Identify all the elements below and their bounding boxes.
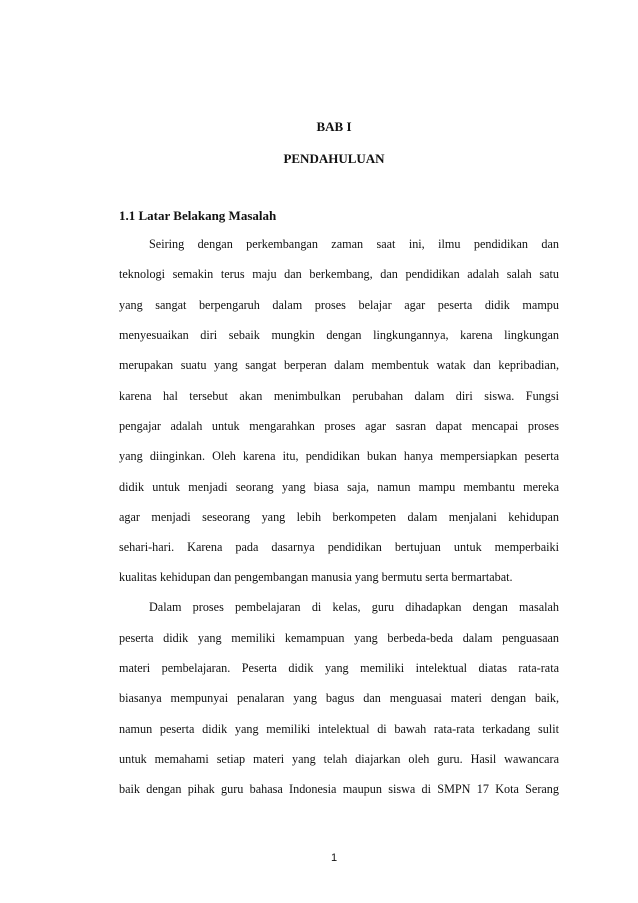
paragraph-line: didik untuk menjadi seorang yang biasa saja, namun mampu membantu mereka	[119, 480, 559, 494]
paragraph-line: materi pembelajaran. Peserta didik yang memiliki intelektual diatas rata-rata	[119, 661, 559, 675]
paragraph-line: pengajar adalah untuk mengarahkan proses agar sasran dapat mencapai proses	[119, 419, 559, 433]
chapter-number: BAB I	[316, 119, 352, 134]
paragraph-line: biasanya mempunyai penalaran yang bagus dan menguasai materi dengan baik,	[119, 691, 559, 705]
page-number: 1	[330, 852, 338, 864]
paragraph-line: peserta didik yang memiliki kemampuan yang berbeda-beda dalam penguasaan	[119, 631, 559, 645]
paragraph-line: agar menjadi seseorang yang lebih berkompeten dalam menjalani kehidupan	[119, 510, 559, 524]
paragraph-line: yang sangat berpengaruh dalam proses belajar agar peserta didik mampu	[119, 298, 559, 312]
paragraph-line: untuk memahami setiap materi yang telah diajarkan oleh guru. Hasil wawancara	[119, 752, 559, 766]
paragraph-line: kualitas kehidupan dan pengembangan manusia yang bermutu serta bermartabat.	[119, 570, 513, 584]
paragraph-line: baik dengan pihak guru bahasa Indonesia maupun siswa di SMPN 17 Kota Serang	[119, 782, 559, 796]
paragraph-line: teknologi semakin terus maju dan berkembang, dan pendidikan adalah salah satu	[119, 267, 559, 281]
chapter-title: PENDAHULUAN	[283, 151, 385, 166]
paragraph-line: namun peserta didik yang memiliki intelektual di bawah rata-rata terkadang sulit	[119, 722, 559, 736]
paragraph-line: Seiring dengan perkembangan zaman saat ini, ilmu pendidikan dan	[149, 237, 559, 251]
paragraph-line: yang diinginkan. Oleh karena itu, pendidikan bukan hanya mempersiapkan peserta	[119, 449, 559, 463]
paragraph-line: sehari-hari. Karena pada dasarnya pendidikan bertujuan untuk memperbaiki	[119, 540, 559, 554]
paragraph-line: menyesuaikan diri sebaik mungkin dengan lingkungannya, karena lingkungan	[119, 328, 559, 342]
section-heading: 1.1 Latar Belakang Masalah	[119, 208, 277, 223]
paragraph-line: merupakan suatu yang sangat berperan dalam membentuk watak dan kepribadian,	[119, 358, 559, 372]
paragraph-line: karena hal tersebut akan menimbulkan perubahan dalam diri siswa. Fungsi	[119, 389, 559, 403]
paragraph-line: Dalam proses pembelajaran di kelas, guru dihadapkan dengan masalah	[149, 600, 559, 614]
